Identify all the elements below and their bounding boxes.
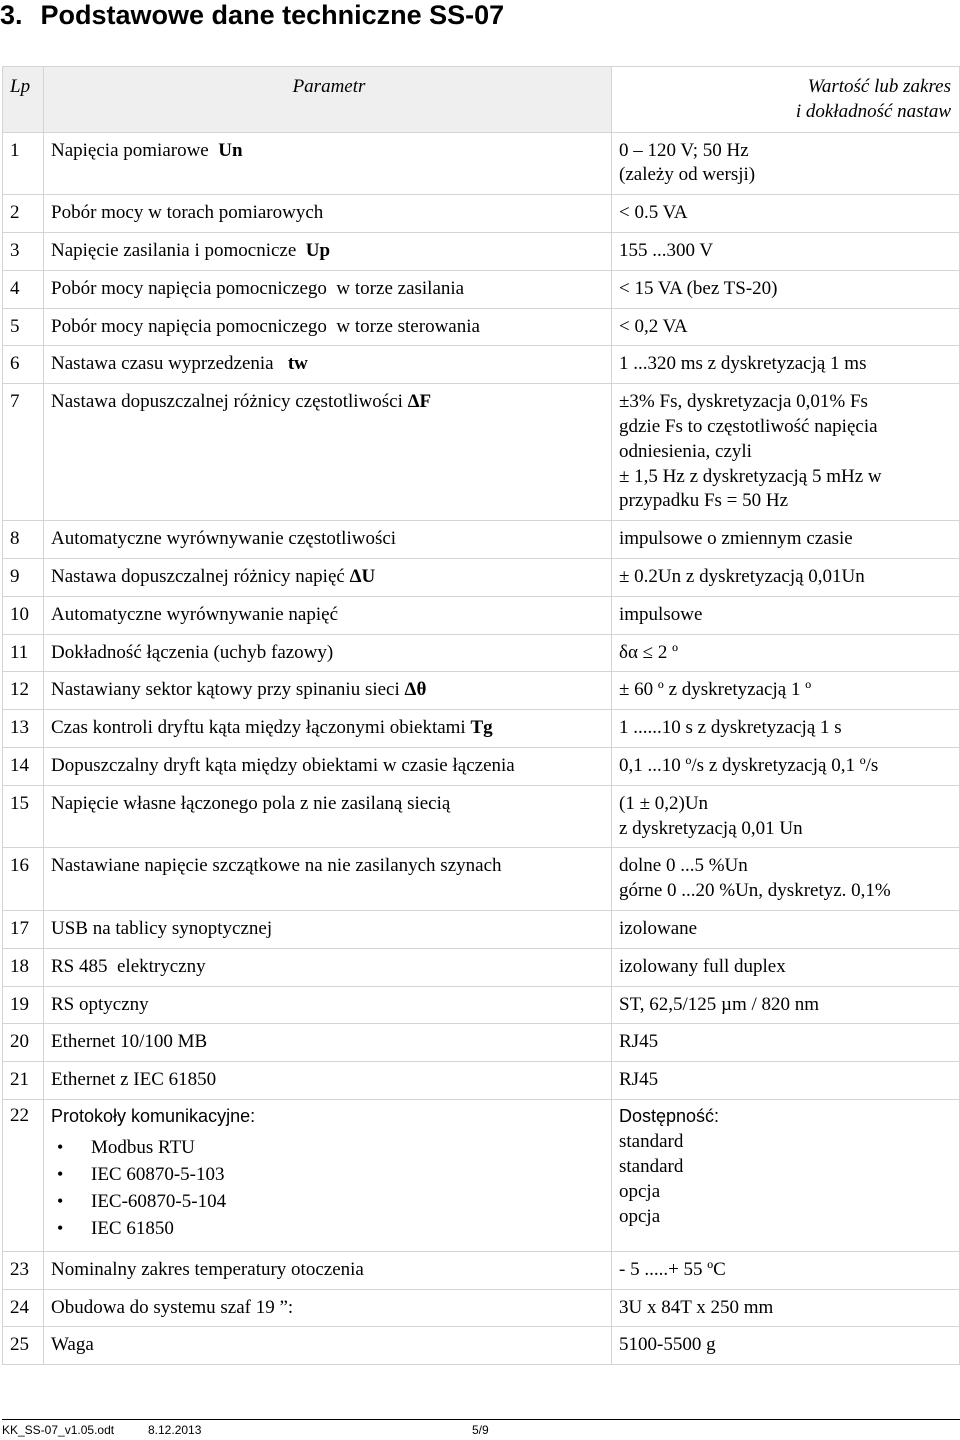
row-value: RJ45 [612, 1024, 960, 1062]
row-param [44, 270, 612, 308]
row-param [44, 346, 612, 384]
param-text: Nastawa dopuszczalnej różnicy częstotliwości [51, 391, 408, 413]
row-value: 0,1 ...10 º/s z dyskretyzacją 0,1 º/s [612, 747, 960, 785]
table-row [3, 672, 960, 710]
row-value: 5100-5500 g [612, 1327, 960, 1365]
table-row [3, 1024, 960, 1062]
row-param [44, 1327, 612, 1365]
footer-file: KK_SS-07_v1.05.odt [2, 1423, 115, 1437]
param-text: Ethernet z IEC 61850 [51, 1069, 217, 1091]
row-param [44, 672, 612, 710]
table-row [3, 1251, 960, 1289]
param-text: Nominalny zakres temperatury otoczenia [51, 1258, 364, 1280]
param-text: USB na tablicy synoptycznej [51, 917, 273, 939]
row-value: δα ≤ 2 º [612, 634, 960, 672]
param-text: Napięcie zasilania i pomocnicze [51, 239, 306, 261]
row-value: < 0,2 VA [612, 308, 960, 346]
row-param [44, 848, 612, 911]
table-body-end [3, 1251, 960, 1364]
param-text: RS 485 elektryczny [51, 955, 206, 977]
row-lp: 12 [3, 672, 44, 710]
table-body [3, 132, 960, 1099]
row-lp: 19 [3, 986, 44, 1024]
row-param [44, 948, 612, 986]
row-param [44, 558, 612, 596]
section-number: 3. [0, 0, 23, 30]
row-param [44, 710, 612, 748]
row-param [44, 1289, 612, 1327]
availability-item: opcja [619, 1205, 661, 1227]
availability-item: standard [619, 1130, 684, 1152]
param-text: Napięcia pomiarowe [51, 139, 219, 161]
protocol-item: • Modbus RTU [91, 1134, 607, 1161]
param-text: Waga [51, 1334, 94, 1356]
table-header-row [3, 67, 960, 133]
table-row [3, 1099, 960, 1251]
param-symbol: ΔU [349, 565, 376, 587]
table-row [3, 232, 960, 270]
row-value: ± 60 º z dyskretyzacją 1 º [612, 672, 960, 710]
row-value: RJ45 [612, 1062, 960, 1100]
table-row [3, 1062, 960, 1100]
param-text: Nastawa czasu wyprzedzenia [51, 353, 288, 375]
row-lp: 20 [3, 1024, 44, 1062]
row-param [44, 384, 612, 521]
row-param [44, 308, 612, 346]
row-lp: 25 [3, 1327, 44, 1365]
table-row [3, 521, 960, 559]
table-row [3, 1289, 960, 1327]
protocol-list [51, 1134, 607, 1242]
table-row [3, 634, 960, 672]
table-row [3, 596, 960, 634]
row-value: izolowane [612, 910, 960, 948]
table-row [3, 848, 960, 911]
row-param [44, 1024, 612, 1062]
row-value: impulsowe [612, 596, 960, 634]
row-value [612, 1099, 960, 1251]
row-value: 155 ...300 V [612, 232, 960, 270]
protocols-section [3, 1099, 960, 1251]
row-value: izolowany full duplex [612, 948, 960, 986]
row-param [44, 521, 612, 559]
row-lp: 17 [3, 910, 44, 948]
row-lp: 13 [3, 710, 44, 748]
table-row [3, 747, 960, 785]
header-value: Wartość lub zakres i dokładność nastaw [612, 67, 960, 133]
table-row [3, 346, 960, 384]
row-value: 1 ...320 ms z dyskretyzacją 1 ms [612, 346, 960, 384]
param-text: Czas kontroli dryftu kąta między łączonymi obiektami [51, 717, 471, 739]
row-lp: 2 [3, 195, 44, 233]
row-lp: 10 [3, 596, 44, 634]
row-lp: 3 [3, 232, 44, 270]
row-lp: 4 [3, 270, 44, 308]
row-lp: 9 [3, 558, 44, 596]
param-text: Nastawa dopuszczalnej różnicy napięć [51, 565, 350, 587]
param-symbol: ΔF [407, 391, 432, 413]
param-text: Pobór mocy w torach pomiarowych [51, 202, 324, 224]
row-value: - 5 .....+ 55 ºC [612, 1251, 960, 1289]
table-row [3, 132, 960, 195]
row-lp: 6 [3, 346, 44, 384]
row-value: < 15 VA (bez TS-20) [612, 270, 960, 308]
param-text: Napięcie własne łączonego pola z nie zasilaną siecią [51, 792, 451, 814]
param-symbol: Up [305, 239, 331, 261]
row-value: ± 0.2Un z dyskretyzacją 0,01Un [612, 558, 960, 596]
row-param [44, 910, 612, 948]
param-symbol: tw [287, 353, 308, 375]
table-row [3, 910, 960, 948]
table-row [3, 195, 960, 233]
row-value: 1 ......10 s z dyskretyzacją 1 s [612, 710, 960, 748]
row-value: impulsowe o zmiennym czasie [612, 521, 960, 559]
row-lp: 16 [3, 848, 44, 911]
availability-item: standard [619, 1155, 684, 1177]
param-text: Automatyczne wyrównywanie częstotliwości [51, 528, 397, 550]
row-value: 0 – 120 V; 50 Hz (zależy od wersji) [612, 132, 960, 195]
row-param [44, 785, 612, 848]
availability-item: opcja [619, 1180, 661, 1202]
row-lp: 7 [3, 384, 44, 521]
row-lp: 21 [3, 1062, 44, 1100]
param-text: Automatyczne wyrównywanie napięć [51, 603, 339, 625]
param-symbol: Un [218, 139, 243, 161]
protocol-item: • IEC-60870-5-104 [91, 1188, 607, 1215]
table-row [3, 384, 960, 521]
section-title: Podstawowe dane techniczne SS-07 [40, 0, 505, 30]
row-param [44, 1099, 612, 1251]
spec-table [2, 66, 960, 1365]
footer-date: 8.12.2013 [148, 1423, 202, 1437]
row-lp: 18 [3, 948, 44, 986]
param-text: Dopuszczalny dryft kąta między obiektami w czasie łączenia [51, 754, 515, 776]
row-lp: 11 [3, 634, 44, 672]
footer-page: 5/9 [472, 1423, 489, 1437]
row-lp: 22 [3, 1099, 44, 1251]
param-text: RS optyczny [51, 993, 149, 1015]
row-lp: 1 [3, 132, 44, 195]
table-row [3, 710, 960, 748]
param-text: Nastawiane napięcie szczątkowe na nie zasilanych szynach [51, 855, 502, 877]
availability-list [619, 1129, 955, 1229]
availability-label: Dostępność: [619, 1105, 720, 1126]
param-text: Dokładność łączenia (uchyb fazowy) [51, 641, 334, 663]
param-text: Ethernet 10/100 MB [51, 1031, 208, 1053]
row-param [44, 986, 612, 1024]
table-row [3, 558, 960, 596]
protocols-label: Protokoły komunikacyjne: [51, 1105, 256, 1126]
page-footer [2, 1419, 960, 1437]
protocol-item: • IEC 60870-5-103 [91, 1161, 607, 1188]
header-lp: Lp [3, 67, 44, 133]
row-param [44, 232, 612, 270]
row-param [44, 1251, 612, 1289]
param-text: Nastawiany sektor kątowy przy spinaniu sieci [51, 679, 405, 701]
protocol-item: • IEC 61850 [91, 1215, 607, 1242]
table-row [3, 948, 960, 986]
row-lp: 23 [3, 1251, 44, 1289]
table-row [3, 270, 960, 308]
param-text: Pobór mocy napięcia pomocniczego w torze sterowania [51, 315, 480, 337]
row-param [44, 132, 612, 195]
row-lp: 24 [3, 1289, 44, 1327]
row-param [44, 747, 612, 785]
row-param [44, 596, 612, 634]
header-param: Parametr [44, 67, 612, 133]
row-param [44, 1062, 612, 1100]
row-lp: 5 [3, 308, 44, 346]
row-param [44, 634, 612, 672]
row-value: < 0.5 VA [612, 195, 960, 233]
param-symbol: Tg [470, 717, 493, 739]
param-text: Pobór mocy napięcia pomocniczego w torze zasilania [51, 277, 465, 299]
param-symbol: Δθ [404, 679, 427, 701]
page-title [0, 0, 504, 30]
row-lp: 8 [3, 521, 44, 559]
table-row [3, 308, 960, 346]
table-row [3, 986, 960, 1024]
row-lp: 15 [3, 785, 44, 848]
row-value: 3U x 84T x 250 mm [612, 1289, 960, 1327]
param-text: Obudowa do systemu szaf 19 ”: [51, 1296, 294, 1318]
row-value: ST, 62,5/125 µm / 820 nm [612, 986, 960, 1024]
row-value: (1 ± 0,2)Un z dyskretyzacją 0,01 Un [612, 785, 960, 848]
row-lp: 14 [3, 747, 44, 785]
row-param [44, 195, 612, 233]
table-row [3, 785, 960, 848]
table-row [3, 1327, 960, 1365]
row-value: dolne 0 ...5 %Un górne 0 ...20 %Un, dyskretyz. 0,1% [612, 848, 960, 911]
row-value: ±3% Fs, dyskretyzacja 0,01% Fs gdzie Fs to częstotliwość napięcia odniesienia, czyli ± 1,5 Hz z dyskretyzacją 5 mHz w przypadku Fs = 50 Hz [612, 384, 960, 521]
